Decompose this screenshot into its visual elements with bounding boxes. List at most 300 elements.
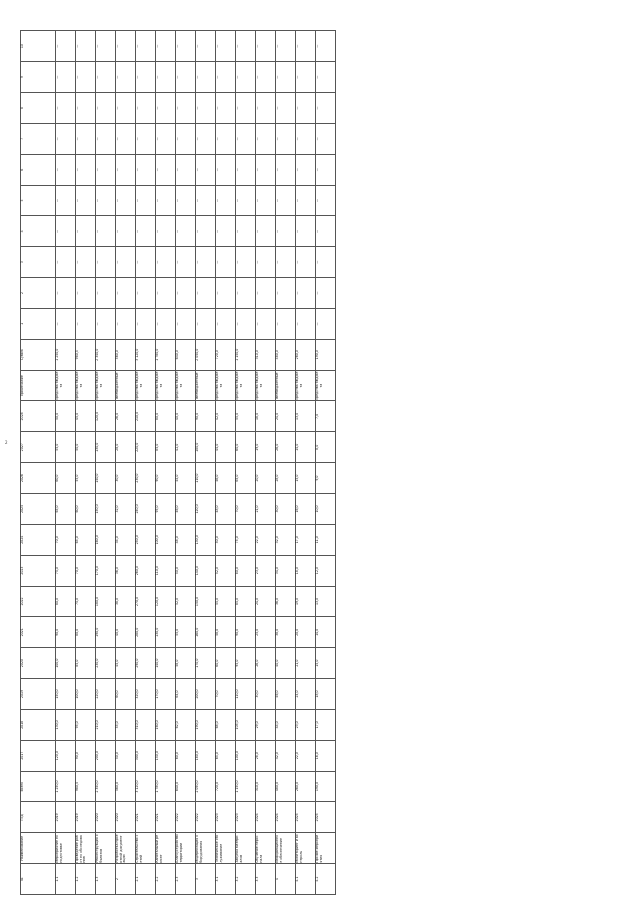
table-cell: 55,0 [216,586,236,617]
table-cell: — [276,93,296,124]
table-cell: 310,0 [256,771,276,802]
table-row [216,31,236,895]
table-cell: 60,0 [216,648,236,679]
table-cell: 150,0 [156,740,176,771]
table-cell: 1.3 [96,864,116,895]
table-cell: 280,0 [136,617,156,648]
table-cell: — [236,216,256,247]
table-cell: 13,0 [296,401,316,432]
column-header: 2017 [21,740,56,771]
table-cell: — [116,278,136,309]
table-cell: — [296,185,316,216]
table-cell: 2021 [136,802,156,833]
table-cell: — [156,308,176,339]
table-cell: — [116,93,136,124]
table-cell: 95,0 [76,709,96,740]
table-cell: 140,0 [196,555,216,586]
table-cell: 85,0 [236,586,256,617]
table-cell: Модернизация оборудования [196,833,216,864]
table-cell: 170,0 [196,648,216,679]
table-cell: 260,0 [136,555,156,586]
table-cell: средства бюджета [176,370,196,401]
column-header: 2020 [21,648,56,679]
table-cell: 2021 [156,802,176,833]
table-cell: 2 340,0 [96,339,116,370]
table-cell: 720,0 [216,339,236,370]
table-cell: — [316,278,336,309]
table-cell: 44,0 [216,432,236,463]
table-cell: 28,0 [256,740,276,771]
column-header: 4 [21,216,56,247]
table-cell: — [216,154,236,185]
table-cell: 60,0 [116,679,136,710]
table-cell: 21,0 [296,648,316,679]
column-header: 2018 [21,709,56,740]
table-cell: 140,0 [156,648,176,679]
column-header: Примечание [21,370,56,401]
table-cell: — [176,185,196,216]
table-cell: 120,0 [56,740,76,771]
table-cell: Мониторинг и контроль [296,833,316,864]
table-cell: 50,0 [76,432,96,463]
table-cell: 2 [116,864,136,895]
table-cell: 3.2 [236,864,256,895]
table-cell: средства бюджета [56,370,76,401]
table-cell: 65,0 [56,494,76,525]
table-cell: — [156,154,176,185]
table-cell: — [256,278,276,309]
table-cell: — [96,93,116,124]
table-cell: 26,0 [276,432,296,463]
table-cell: 52,0 [176,586,196,617]
table-cell: 2.3 [176,864,196,895]
table-cell: — [316,185,336,216]
table-cell: 52,0 [216,555,236,586]
column-header: 2022 [21,586,56,617]
table-cell: 55,0 [116,709,136,740]
table-cell: — [116,62,136,93]
table-cell: 70,0 [236,494,256,525]
table-cell: — [156,247,176,278]
table-cell: 250,0 [136,524,156,555]
table-cell: 45,0 [116,648,136,679]
table-body [56,31,336,895]
table-cell: 980,5 [76,339,96,370]
table-cell: 310,0 [256,339,276,370]
table-cell: 8,0 [316,432,336,463]
table-cell: — [316,93,336,124]
table-cell: — [236,247,256,278]
table-cell: — [96,247,116,278]
table-cell: — [176,93,196,124]
table-cell: 58,0 [216,617,236,648]
table-cell: 70,0 [216,679,236,710]
table-cell: 16,0 [296,494,316,525]
table-cell: — [136,31,156,62]
table-cell: 1 250,0 [56,339,76,370]
table-cell: 10,0 [316,494,336,525]
table-cell: — [196,216,216,247]
column-header: 1 [21,308,56,339]
table-cell: — [76,62,96,93]
table-cell: 46,0 [276,679,296,710]
column-header: 2019 [21,679,56,710]
table-cell: — [216,31,236,62]
table-cell: — [316,31,336,62]
table-cell: 15,0 [296,463,316,494]
table-cell: 30,0 [116,463,136,494]
table-cell: — [116,154,136,185]
table-cell: 44,0 [276,709,296,740]
table-cell: 1.2 [76,864,96,895]
table-cell: 23,0 [296,709,316,740]
column-header: 9 [21,62,56,93]
table-cell: 48,0 [216,494,236,525]
table-cell: — [96,31,116,62]
table-cell: 150,0 [196,586,216,617]
table-cell: — [76,123,96,154]
table-cell: — [296,247,316,278]
table-cell: 30,0 [276,494,296,525]
table-cell: — [196,185,216,216]
table-cell: 110,0 [156,555,176,586]
table-cell: средства бюджета [156,370,176,401]
table-cell: — [236,278,256,309]
table-cell: 150,0 [56,679,76,710]
table-cell: — [76,185,96,216]
table-cell: 2025 [296,802,316,833]
table-cell: — [156,123,176,154]
table-cell: — [296,154,316,185]
table-cell: 19,0 [296,586,316,617]
table-cell: Информационное обеспечение [276,833,296,864]
table-cell: 23,0 [256,555,276,586]
table-cell: 13,0 [316,586,336,617]
table-cell: 3 120,0 [136,771,156,802]
table-cell: — [296,62,316,93]
table-cell: — [156,185,176,216]
column-header: Всего [21,771,56,802]
table-cell: — [236,93,256,124]
table-cell: 190,0 [196,709,216,740]
table-cell: — [236,31,256,62]
table-cell: 190,0 [96,617,116,648]
table-cell: 9,0 [316,463,336,494]
table-cell: — [276,278,296,309]
table-cell: средства бюджета [76,370,96,401]
table-cell: 68,0 [216,709,236,740]
table-row [156,31,176,895]
table-cell: — [296,216,316,247]
table-cell: — [56,123,76,154]
table-cell: — [276,154,296,185]
table-cell: 130,0 [96,432,116,463]
table-cell: 17,0 [316,709,336,740]
table-cell: 1 780,0 [156,771,176,802]
table-cell: — [196,308,216,339]
table-cell: — [196,154,216,185]
table-cell: — [196,247,216,278]
table-row [76,31,96,895]
table-cell: 80,0 [76,617,96,648]
table-cell: — [216,216,236,247]
table-cell: 29,0 [256,709,276,740]
table-cell: 44,0 [176,463,196,494]
table-cell: 180,0 [196,740,216,771]
table-cell: — [176,31,196,62]
table-cell: — [216,308,236,339]
table-cell: 2019 [56,802,76,833]
table-cell: 90,0 [56,617,76,648]
table-cell: — [76,154,96,185]
table-cell: 2019 [76,802,96,833]
table-cell: — [76,278,96,309]
table-cell: 90,0 [156,463,176,494]
table-cell: 50,0 [56,401,76,432]
table-cell: 70,0 [76,555,96,586]
table-cell: 12,0 [316,555,336,586]
table-cell: — [136,247,156,278]
table-cell: — [176,62,196,93]
table-cell: — [236,62,256,93]
table-cell: 3 120,0 [136,339,156,370]
table-cell: 980,5 [76,771,96,802]
column-header: 2024 [21,524,56,555]
table-cell: — [316,154,336,185]
table-cell: — [136,278,156,309]
table-cell: 40,0 [116,617,136,648]
table-cell: — [56,31,76,62]
table-cell: 28,0 [276,463,296,494]
table-cell: 70,0 [56,524,76,555]
table-cell: — [56,154,76,185]
table-cell: — [216,247,236,278]
table-cell: 4.2 [316,864,336,895]
table-cell: 65,0 [236,463,256,494]
table-cell: 260,0 [296,339,316,370]
table-cell: 24,0 [256,586,276,617]
table-cell: — [96,308,116,339]
table-cell: — [216,123,236,154]
table-cell: — [236,308,256,339]
table-cell: — [296,93,316,124]
table-cell: — [136,185,156,216]
table-cell: — [56,185,76,216]
table-cell: 30,0 [256,679,276,710]
table-cell: 45,0 [76,401,96,432]
table-cell: 22,0 [256,524,276,555]
table-cell: 60,0 [176,740,196,771]
table-cell: 270,0 [136,586,156,617]
table-cell: Обучение персонала [256,833,276,864]
table-cell: 36,0 [116,555,136,586]
table-cell: 200,0 [96,740,116,771]
table-cell: Реконструкция объектов [96,833,116,864]
table-cell: 64,0 [176,679,196,710]
table-row [136,31,156,895]
table-cell: — [256,62,276,93]
table-cell: — [316,62,336,93]
table-cell: 20,0 [256,463,276,494]
table-cell: — [256,308,276,339]
table-cell: 80,0 [156,401,176,432]
table-cell: 190,0 [316,771,336,802]
table-cell: 55,0 [176,617,196,648]
table-cell: — [116,308,136,339]
column-header: 2021 [21,617,56,648]
table-cell: Благоустройство территории [176,833,196,864]
table-cell: 58,0 [176,648,196,679]
table-cell: 160,0 [156,709,176,740]
table-cell: 120,0 [96,401,116,432]
table-cell: — [176,278,196,309]
table-cell: 160,0 [196,617,216,648]
table-cell: 18,0 [316,679,336,710]
column-header: 2027 [21,432,56,463]
table-cell: — [116,216,136,247]
table-cell: 34,0 [276,555,296,586]
table-cell: — [136,93,156,124]
table-cell: 95,0 [156,494,176,525]
table-cell: — [256,216,276,247]
rotated-sheet [20,30,620,895]
table-cell: 2022 [176,802,196,833]
table-cell: 130,0 [56,709,76,740]
table-cell: 14,0 [316,617,336,648]
table-cell: Прочие мероприятия [316,833,336,864]
table-cell: — [176,308,196,339]
table-cell: — [276,308,296,339]
table-cell: — [116,123,136,154]
table-cell: — [236,154,256,185]
table-cell: — [236,185,256,216]
table-cell: — [76,93,96,124]
table-cell: 1 150,0 [236,771,256,802]
table-cell: 42,0 [176,432,196,463]
table-cell: 40,0 [276,648,296,679]
table-cell: 55,0 [236,401,256,432]
table-cell: — [76,308,96,339]
table-cell: 2 340,0 [96,771,116,802]
table-row [296,31,316,895]
table-cell: — [276,247,296,278]
table-cell: — [276,185,296,216]
table-cell: — [296,278,316,309]
column-header: Год [21,802,56,833]
table-cell: 120,0 [156,586,176,617]
table-cell: 1 150,0 [236,339,256,370]
table-row [176,31,196,895]
table-cell: средства бюджета [236,370,256,401]
table-cell: — [76,247,96,278]
table-cell: внебюджетные [116,370,136,401]
table-cell: 2 050,0 [196,339,216,370]
table-cell: 3 [196,864,216,895]
table-cell: 720,0 [216,771,236,802]
table-cell: — [256,154,276,185]
table-row [116,31,136,895]
table-cell: 26,0 [116,401,136,432]
table-cell: 105,0 [236,709,256,740]
table-cell: 640,0 [176,771,196,802]
table-cell: — [116,247,136,278]
column-header: 2026 [21,463,56,494]
table-cell: 28,0 [116,432,136,463]
column-header: 2025 [21,494,56,525]
table-cell: — [196,31,216,62]
table-cell: 4 [276,864,296,895]
table-cell: 34,0 [116,524,136,555]
table-cell: 130,0 [196,524,216,555]
table-cell: 24,0 [276,401,296,432]
table-cell: 60,0 [56,463,76,494]
table-cell: 230,0 [96,648,116,679]
table-cell: 100,0 [156,524,176,555]
column-header: 6 [21,154,56,185]
table-cell: Техническое обслуживание [216,833,236,864]
table-cell: 65,0 [216,740,236,771]
table-cell: — [316,308,336,339]
table-cell: 120,0 [196,494,216,525]
page-number-marker: 2 [5,440,8,445]
table-cell: 3.3 [256,864,276,895]
table-cell: 260,0 [296,771,316,802]
table-cell: — [196,278,216,309]
table-cell: 19,0 [256,432,276,463]
table-cell: 55,0 [76,463,96,494]
table-cell: 640,0 [176,339,196,370]
table-cell: 42,0 [276,740,296,771]
table-cell: 2020 [96,802,116,833]
table-cell: — [96,216,116,247]
column-header: № [21,864,56,895]
table-cell: — [136,216,156,247]
table-cell: 90,0 [196,401,216,432]
table-cell: Закупка материалов [236,833,256,864]
column-header: 2 [21,278,56,309]
table-cell: 75,0 [76,586,96,617]
table-cell: Мероприятие по подготовке [56,833,76,864]
table-cell: средства бюджета [296,370,316,401]
table-cell: 1 250,0 [56,771,76,802]
table-cell: 42,0 [216,401,236,432]
table-cell: 2022 [196,802,216,833]
table-cell: — [176,216,196,247]
column-header: 3 [21,247,56,278]
table-cell: 1 780,0 [156,339,176,370]
table-cell: 300,0 [136,740,156,771]
table-cell: 2.1 [136,864,156,895]
table-cell: Проведение работ по обследованию [76,833,96,864]
table-cell: 20,0 [296,617,316,648]
table-cell: 85,0 [76,648,96,679]
table-cell: 85,0 [156,432,176,463]
table-cell: 2023 [216,802,236,833]
table-cell: 290,0 [136,648,156,679]
table-cell: — [56,308,76,339]
table-cell: 130,0 [156,617,176,648]
table-cell: внебюджетные [196,370,216,401]
column-header: 2028 [21,401,56,432]
table-cell: — [116,31,136,62]
table-cell: 18,0 [296,555,316,586]
table-cell: 170,0 [156,679,176,710]
table-cell: 55,0 [56,432,76,463]
table-cell: — [216,93,236,124]
table-cell: 48,0 [176,524,196,555]
table-cell: 2.2 [156,864,176,895]
column-header: 10 [21,31,56,62]
